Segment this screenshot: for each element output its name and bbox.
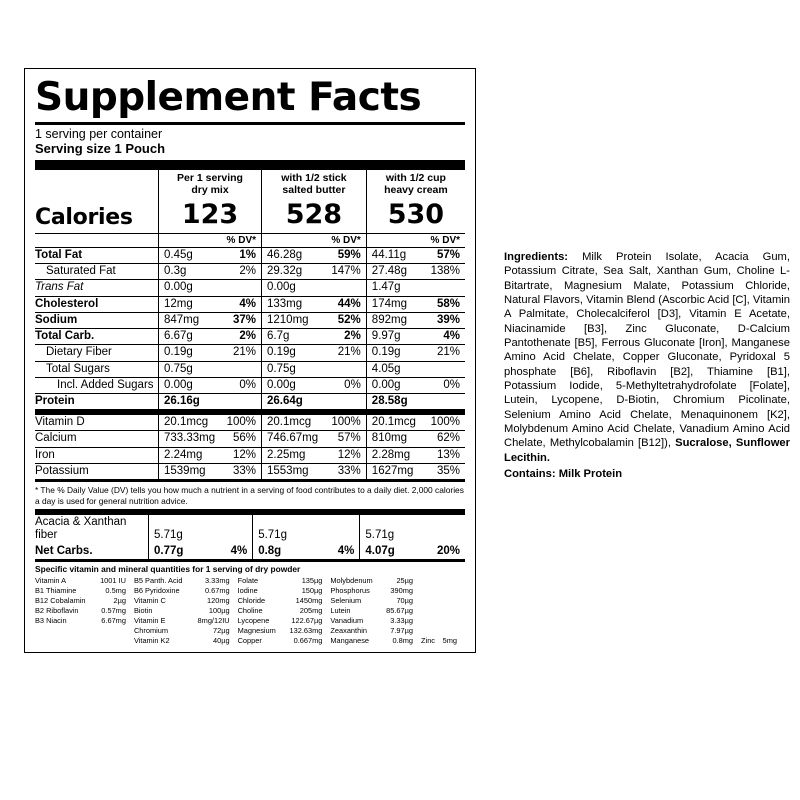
table-row: Vitamin D 20.1mcg 100% 20.1mcg 100% 20.1mcg 100%	[35, 412, 465, 431]
column-header-3: with 1/2 cup heavy cream	[366, 170, 465, 198]
ingredients-tail: Sucralose, Sunflower Lecithin.	[504, 437, 790, 464]
table-row: B2 Riboflavin 0.57mg Biotin 100µg Choline 205mg Lutein 85.67µg	[35, 606, 414, 616]
table-row: Protein 26.16g 26.64g 28.58g	[35, 393, 465, 412]
table-row: Net Carbs. 0.77g 4% 0.8g 4% 4.07g 20%	[35, 544, 465, 561]
supplement-facts-panel	[24, 68, 476, 653]
table-row: Calcium 733.33mg 56% 746.67mg 57% 810mg 62%	[35, 431, 465, 447]
calories-table	[35, 170, 465, 482]
column-header-row	[35, 170, 465, 198]
dv-header-row	[35, 233, 465, 248]
micronutrient-table	[35, 576, 465, 646]
serving-size: Serving size 1 Pouch	[35, 141, 166, 157]
table-row: Vitamin K2 40µg Copper 0.667mg Manganese 0.8mg Zinc 5mg	[133, 636, 457, 646]
table-row: Iron 2.24mg 12% 2.25mg 12% 2.28mg 13%	[35, 447, 465, 463]
column-header-2: with 1/2 stick salted butter	[262, 170, 367, 198]
calories-value-1: 123	[159, 198, 262, 233]
table-row: B1 Thiamine 0.5mg B6 Pyridoxine 0.67mg Iodine 150µg Phosphorus 390mg	[35, 586, 414, 596]
allergen-contains: Contains: Milk Protein	[504, 467, 623, 480]
table-row: Total Fat 0.45g 1% 46.28g 59% 44.11g 57%	[35, 248, 465, 264]
table-row: Total Sugars 0.75g 0.75g 4.05g	[35, 361, 465, 377]
table-row: Cholesterol 12mg 4% 133mg 44% 174mg 58%	[35, 296, 465, 312]
table-row: Chromium 72µg Magnesium 132.63mg Zeaxanthin 7.97µg	[133, 626, 414, 636]
table-row: Total Carb. 6.67g 2% 6.7g 2% 9.97g 4%	[35, 329, 465, 345]
table-row: B3 Niacin 6.67mg Vitamin E 8mg/12IU Lycopene 122.67µg Vanadium 3.33µg	[35, 616, 414, 626]
dv-header-1: % DV*	[220, 233, 261, 248]
dv-header-2: % DV*	[325, 233, 366, 248]
table-row: Vitamin A 1001 IU B5 Panth. Acid 3.33mg Folate 135µg Molybdenum 25µg	[35, 576, 414, 586]
table-row: Incl. Added Sugars 0.00g 0% 0.00g 0% 0.00g 0%	[35, 377, 465, 393]
page-title: Supplement Facts	[35, 75, 422, 120]
calories-label: Calories	[35, 198, 159, 233]
table-row: Acacia & Xanthan fiber 5.71g 5.71g 5.71g	[35, 515, 465, 543]
micronutrient-header: Specific vitamin and mineral quantities for 1 serving of dry powder	[35, 563, 301, 574]
calories-value-2: 528	[262, 198, 367, 233]
ingredients-label: Ingredients:	[504, 251, 569, 263]
ingredients-vitamin-blend: (Ascorbic Acid [C], Vitamin A Palmitate, Cholecalciferol [D3], Vitamin E Acetate, Niacinamide [B3], Zinc Gluconate, D-Calcium Pantothenate [B5], Ferrous Gluconate [Iron], Manganese Amino Acid Chelate, Copper Gluconate, Pyridoxal 5 phosphate [B6], Riboflavin [B2], Thiamine [B1], Potassium Iodide, 5-Methyltetrahydrofolate [Folate], Lutein, Lycopene, D-Biotin, Chromium Picolinate, Selenium Amino Acid Chelate, Menaquinonem [K2], Molybdenum Amino Acid Chelate, Vanadium Amino Acid Chelate, Methylcobalamin [B12]),	[504, 293, 790, 450]
table-row: Sodium 847mg 37% 1210mg 52% 892mg 39%	[35, 312, 465, 328]
dv-header-3: % DV*	[425, 233, 465, 248]
column-header-1: Per 1 serving dry mix	[159, 170, 262, 198]
calories-row	[35, 198, 465, 233]
ingredients-body: Milk Protein Isolate, Acacia Gum, Potassium Citrate, Sea Salt, Xanthan Gum, Choline L-Bitartrate, Magnesium Malate, Potassium Chloride, Natural Flavors, Vitamin Blend	[504, 251, 790, 306]
total-sugars-third: 4.05g	[366, 361, 425, 377]
net-carbs-table	[35, 515, 465, 562]
table-row: B12 Cobalamin 2µg Vitamin C 120mg Chloride 1450mg Selenium 70µg	[35, 596, 414, 606]
calories-value-3: 530	[366, 198, 465, 233]
table-row: Saturated Fat 0.3g 2% 29.32g 147% 27.48g 138%	[35, 264, 465, 280]
ingredients-block	[504, 250, 790, 481]
table-row: Trans Fat 0.00g 0.00g 1.47g	[35, 280, 465, 296]
daily-value-footnote: * The % Daily Value (DV) tells you how much a nutrient in a serving of food contributes to a daily diet. 2,000 calories a day is used for general nutrition advice.	[35, 485, 464, 506]
table-row: Dietary Fiber 0.19g 21% 0.19g 21% 0.19g 21%	[35, 345, 465, 361]
servings-per-container: 1 serving per container	[35, 127, 163, 142]
table-row: Potassium 1539mg 33% 1553mg 33% 1627mg 35%	[35, 463, 465, 480]
